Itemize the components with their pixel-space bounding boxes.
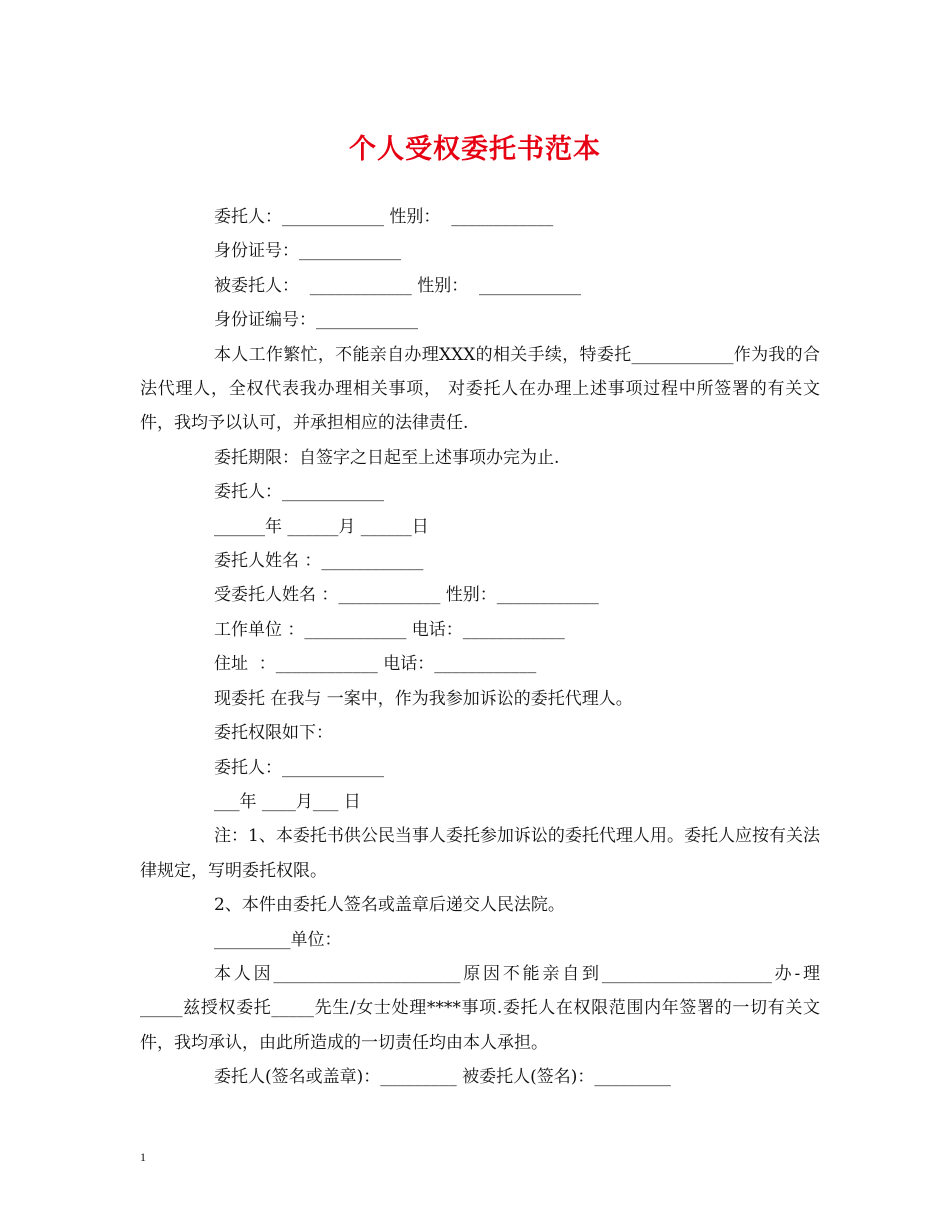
principal-sign-line-2: 委托人：____________	[214, 757, 384, 778]
date-line-2: ___年 ____月___ 日	[214, 791, 361, 812]
authorization-paragraph: 本人工作繁忙，不能亲自办理XXX的相关手续，特委托____________作为我的合法代理人，全权代表我办理相关事项， 对委托人在办理上述事项过程中所签署的有关文件，我均予以认可，并承担相应的法律责任.	[140, 344, 820, 434]
date-line: ______年 ______月 ______日	[214, 516, 429, 537]
unit-line: _________单位：	[214, 929, 342, 950]
term-line: 委托期限：自签字之日起至上述事项办完为止.	[214, 447, 560, 468]
agent-line: 被委托人： ____________ 性别： ____________	[214, 275, 582, 296]
scope-line: 委托权限如下：	[214, 723, 333, 744]
litigation-line: 现委托 在我与 一案中，作为我参加诉讼的委托代理人。	[214, 688, 633, 709]
delegation-paragraph: 本人因______________________原因不能亲自到____________________办-理_____兹授权委托_____先生/女士处理****事项.委托人在权限范围内年签署的一切有关文件，我均承认，由此所造成的一切责任均由本人承担。	[140, 963, 820, 1053]
document-title: 个人受权委托书范本	[349, 134, 601, 165]
page-number: 1	[140, 1150, 146, 1164]
document-body	[140, 200, 820, 1095]
address-line: 住址 ：____________ 电话：____________	[214, 654, 537, 675]
note-2-line: 2、本件由委托人签名或盖章后递交人民法院。	[214, 895, 565, 916]
principal-name-line: 委托人姓名 ：____________	[214, 551, 424, 572]
signature-line: 委托人(签名或盖章)：_________ 被委托人(签名)：_________	[214, 1067, 671, 1088]
employer-line: 工作单位 ：____________ 电话：____________	[214, 619, 565, 640]
principal-line: 委托人：____________ 性别： ____________	[214, 207, 554, 227]
agent-id-line: 身份证编号：____________	[214, 310, 418, 331]
id-number-line: 身份证号：____________	[214, 241, 401, 262]
note-paragraph: 注：1、本委托书供公民当事人委托参加诉讼的委托代理人用。委托人应按有关法律规定，写明委托权限。	[140, 826, 820, 881]
principal-sign-line: 委托人：____________	[214, 482, 384, 503]
agent-name-line: 受委托人姓名 ：____________ 性别：____________	[214, 585, 599, 606]
